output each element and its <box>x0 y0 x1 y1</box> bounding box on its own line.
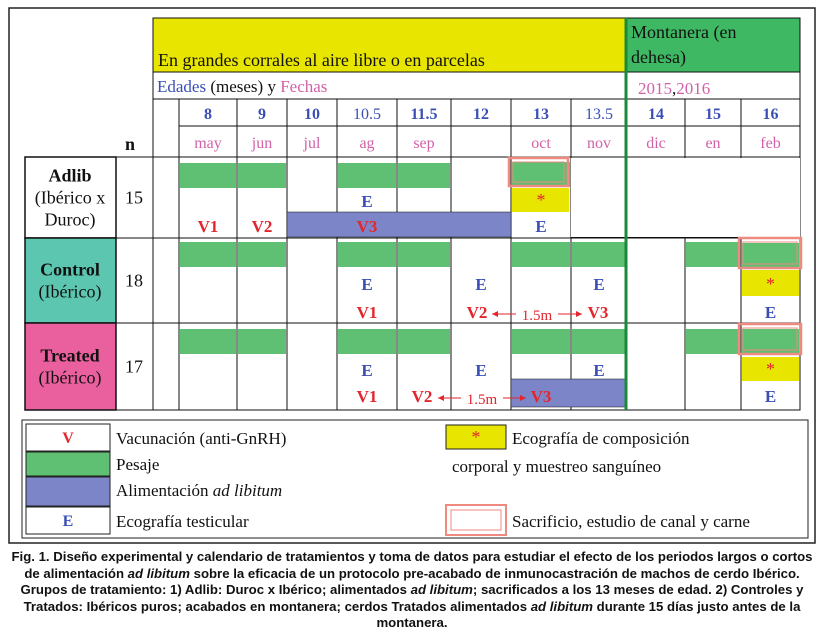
age-label: 10.5 <box>353 106 381 123</box>
group-detail: (Ibérico) <box>38 281 102 302</box>
pesaje-bar <box>512 242 570 267</box>
month-label: nov <box>587 135 611 152</box>
star-marker: * <box>766 359 775 379</box>
banner-montanera-line2: dehesa) <box>631 47 686 67</box>
ecografia-marker: E <box>593 275 605 294</box>
vaccination-v1: V1 <box>356 303 378 322</box>
n-value: 15 <box>125 187 143 208</box>
pesaje-bar <box>338 329 396 354</box>
years-label <box>638 79 710 98</box>
month-label: oct <box>531 135 551 152</box>
vaccination-v1: V1 <box>356 387 378 406</box>
star-marker: * <box>536 190 546 210</box>
month-label: en <box>705 135 721 152</box>
banner-montanera-line1: Montanera (en <box>631 22 737 42</box>
legend-star-text-line2: corporal y muestreo sanguíneo <box>452 457 662 476</box>
age-label: 13.5 <box>585 106 613 123</box>
age-label: 14 <box>648 106 664 123</box>
legend-sac-text: Sacrificio, estudio de canal y carne <box>512 512 750 531</box>
legend-alim-italic: ad libitum <box>212 481 283 500</box>
blank-header-cell <box>153 99 179 157</box>
group-detail: (Ibérico x <box>34 187 106 208</box>
pesaje-bar <box>338 163 396 188</box>
year-separator: , <box>672 79 677 98</box>
star-marker: * <box>766 274 775 294</box>
month-label: dic <box>646 135 666 152</box>
pesaje-bar <box>398 242 450 267</box>
year-2016: 2016 <box>676 79 711 98</box>
age-label: 13 <box>533 106 549 123</box>
pesaje-bar <box>398 329 450 354</box>
group-labels-layer <box>25 157 153 410</box>
pesaje-bar <box>572 329 626 354</box>
alimentacion-bar <box>287 212 511 237</box>
pesaje-bar <box>180 329 236 354</box>
caption-italic-3: ad libitum <box>530 598 593 614</box>
vaccination-v3: V3 <box>587 303 609 322</box>
pesaje-bar <box>180 163 236 188</box>
vaccination-v2: V2 <box>466 303 488 322</box>
pesaje-bar <box>238 242 286 267</box>
group-cell <box>25 323 116 410</box>
ecografia-marker: E <box>764 387 777 406</box>
n-value: 18 <box>125 270 143 291</box>
age-label: 11.5 <box>410 106 438 123</box>
ages-label <box>157 77 327 96</box>
age-label: 9 <box>258 106 266 123</box>
ecografia-marker: E <box>593 361 605 380</box>
pesaje-bar <box>338 242 396 267</box>
legend-pesaje-swatch <box>26 452 110 476</box>
vaccination-v1: V1 <box>197 217 219 236</box>
legend-pesaje-text: Pesaje <box>116 455 160 474</box>
ecografia-marker: E <box>361 361 373 380</box>
legend-e-text: Ecografía testicular <box>116 512 249 531</box>
pesaje-bar <box>238 163 286 188</box>
caption-part-3: ; sacrificados a los 13 meses de edad. 2) Controles y Tratados: Ibéricos puros; acabados en montanera; cerdos Tratados alimentados <box>23 582 804 614</box>
month-label: sep <box>413 135 435 152</box>
legend-star-symbol: * <box>471 427 481 447</box>
figure-caption <box>10 549 814 632</box>
age-label: 15 <box>705 106 721 123</box>
group-detail: (Ibérico) <box>38 367 102 388</box>
pesaje-bar <box>512 162 570 187</box>
pesaje-bar <box>398 163 450 188</box>
group-detail: Duroc) <box>44 209 96 230</box>
legend-star-text-line1: Ecografía de composición <box>512 429 690 448</box>
pesaje-bar <box>686 329 740 354</box>
pesaje-bar <box>512 329 570 354</box>
group-name: Control <box>40 259 100 280</box>
legend-v-symbol: V <box>62 430 74 447</box>
banner-main-text: En grandes corrales al aire libre o en parcelas <box>158 50 485 70</box>
interval-label: 1.5m <box>466 392 498 408</box>
legend-alim-swatch <box>26 477 110 506</box>
grid-cell <box>287 323 337 410</box>
pesaje-bar <box>238 329 286 354</box>
group-name: Treated <box>40 345 100 366</box>
caption-italic-1: ad libitum <box>127 565 190 581</box>
months-word: (meses) y <box>210 77 276 96</box>
grid-cell <box>627 323 685 410</box>
alimentacion-bar <box>511 379 627 407</box>
month-label: ag <box>359 135 375 152</box>
vaccination-v3: V3 <box>530 387 552 406</box>
vaccination-v2: V2 <box>251 217 273 236</box>
dates-word: Fechas <box>280 77 328 96</box>
legend-alim-word: Alimentación <box>116 481 209 500</box>
age-label: 10 <box>304 106 320 123</box>
month-label: jun <box>251 135 273 152</box>
age-label: 16 <box>762 106 779 123</box>
grid-cell <box>627 238 685 323</box>
pesaje-bar <box>572 242 626 267</box>
grid-cell <box>153 323 179 410</box>
vaccination-v3: V3 <box>356 217 378 236</box>
pesaje-bar <box>180 242 236 267</box>
interval-label: 1.5m <box>521 308 553 324</box>
month-label: may <box>194 135 222 152</box>
legend-sac-swatch-inner <box>451 510 501 530</box>
legend-alim-text <box>116 481 282 500</box>
legend <box>22 420 808 538</box>
caption-part-1: Fig. 1. Diseño experimental y calendario de tratamientos y toma de datos para estudiar el efecto de los periodos largos o cortos de alimentación <box>11 549 813 581</box>
grid-cell <box>153 238 179 323</box>
legend-v-text: Vacunación (anti-GnRH) <box>116 429 287 448</box>
group-cell <box>25 238 116 323</box>
ecografia-marker: E <box>361 192 373 211</box>
ecografia-marker: E <box>764 303 777 322</box>
ages-word: Edades <box>157 77 207 96</box>
age-label: 8 <box>204 106 212 123</box>
ecografia-marker: E <box>475 275 487 294</box>
n-column-label: n <box>125 134 136 154</box>
grid-cell <box>287 238 337 323</box>
month-cell <box>451 126 511 157</box>
month-label: feb <box>760 135 781 152</box>
pesaje-bar <box>686 242 740 267</box>
ecografia-marker: E <box>361 275 373 294</box>
age-label: 12 <box>473 106 489 123</box>
caption-italic-2: ad libitum <box>410 582 473 598</box>
caption-part-2: sobre la eficacia de un protocolo pre-acabado de inmunocastración de machos de cerdo Ibérico. Grupos de tratamiento: 1) Adlib: Duroc x Ibérico; alimentados <box>20 565 800 598</box>
caption-part-4: durante 15 días justo antes de la montanera. <box>376 598 801 631</box>
legend-e-symbol: E <box>62 513 74 530</box>
group-name: Adlib <box>48 165 92 186</box>
n-value: 17 <box>125 356 143 377</box>
grid-cell <box>153 157 179 238</box>
vaccination-v2: V2 <box>411 387 433 406</box>
month-label: jul <box>303 135 321 152</box>
ecografia-marker: E <box>475 361 487 380</box>
ecografia-marker: E <box>535 217 547 236</box>
year-2015: 2015 <box>638 79 672 98</box>
adlib-blank-area <box>571 158 800 237</box>
